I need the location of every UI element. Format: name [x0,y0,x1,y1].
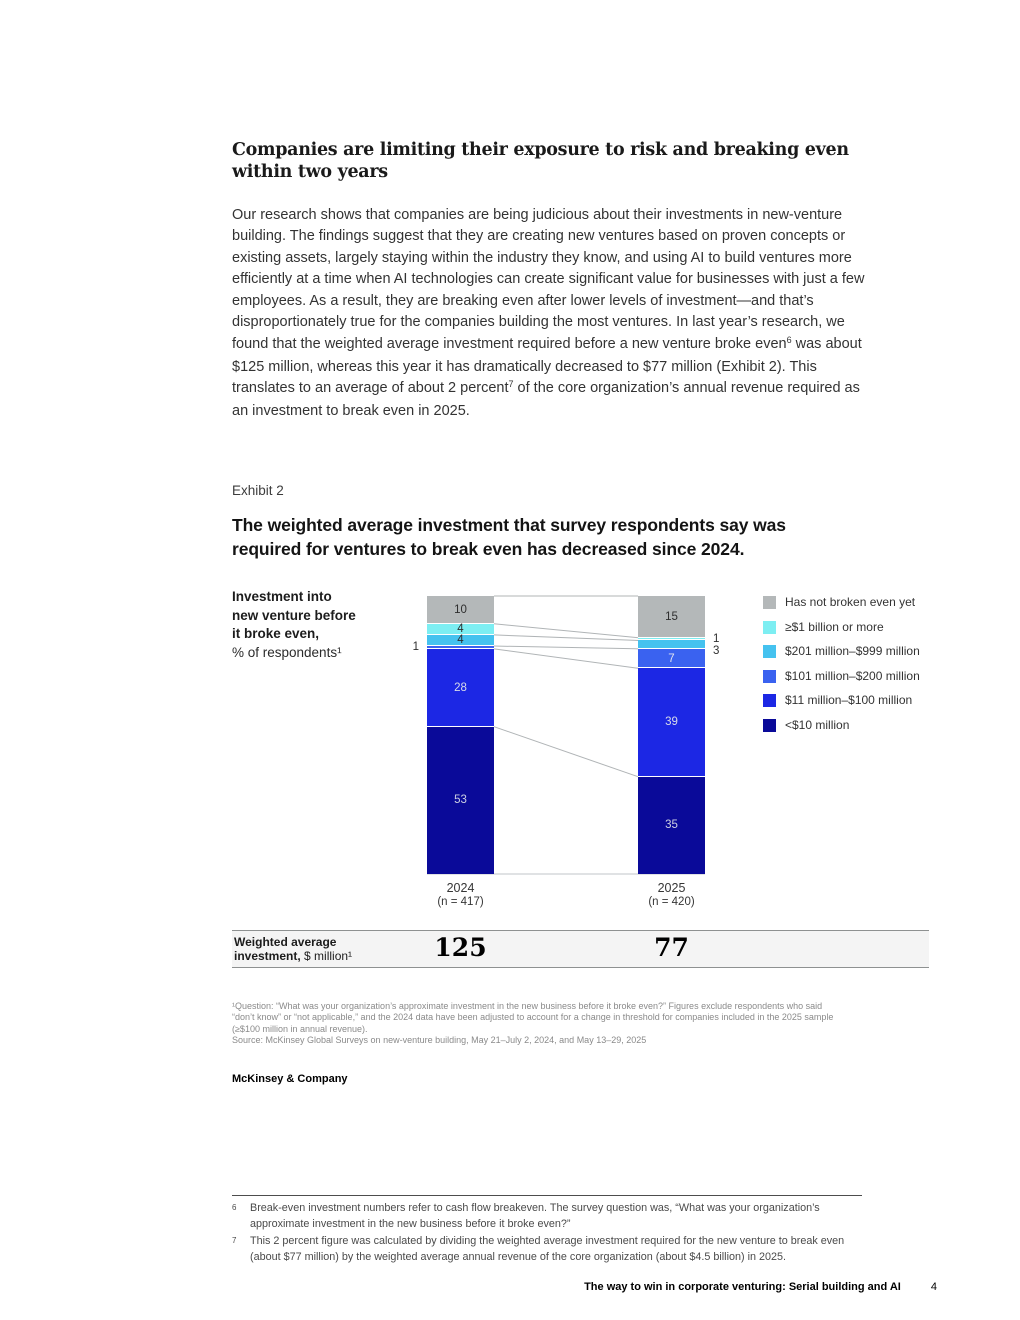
endnotes [232,1200,864,1266]
legend-item [763,645,943,658]
endnote-6-text: Break-even investment numbers refer to cash flow breakeven. The survey question was, “What was your organization’s approximate investment in the new business before it broke even?” [250,1202,820,1231]
section-title-line1: Companies are limiting their exposure to risk and breaking even [232,140,849,160]
endnote-7-number: 7 [232,1235,237,1245]
bar-segment-label: 15 [665,610,678,623]
exhibit-label: Exhibit 2 [232,483,284,498]
x-axis-sample-size: (n = 420) [648,896,695,908]
weighted-average-label-line2-regular: $ million¹ [300,949,353,963]
endnote-divider [232,1195,862,1196]
footnote-ref-7: 7 [508,379,514,390]
weighted-average-value: 77 [654,933,689,962]
bar-segment-label: 7 [668,652,675,665]
intro-paragraph [232,205,866,423]
y-label-line3: it broke even, [232,626,320,641]
page-footer [232,1281,937,1293]
weighted-average-value: 125 [434,933,487,962]
bar-segment-label: 53 [454,794,467,807]
intro-text-3: of the core organization’s annual revenue required as an investment to break even in 2025. [232,380,860,419]
legend-swatch [763,719,776,732]
weighted-average-label-line1: Weighted average [234,935,337,949]
endnote-7-text: This 2 percent figure was calculated by dividing the weighted average investment required for the new venture to break even (about $77 million) by the weighted average annual revenue of the core organization (about $4.5 billion) in 2025. [250,1234,845,1264]
x-axis-label: 2025 [657,881,686,895]
legend-label: $11 million–$100 million [785,693,913,707]
legend-swatch [763,596,776,609]
endnote-6 [232,1200,862,1233]
bar-segment-label: 1 [713,633,720,646]
weighted-average-band [232,930,929,968]
legend-item [763,596,943,609]
legend-label: $201 million–$999 million [785,644,920,658]
footer-page-number: 4 [930,1281,937,1293]
exhibit-title-line2: required for ventures to break even has decreased since 2024. [232,538,745,559]
legend-swatch [763,670,776,683]
bar-segment-label: 28 [454,681,467,694]
legend-label: ≥$1 billion or more [785,619,884,634]
bar-segment-label: 10 [454,603,467,616]
x-axis-label: 2024 [446,881,475,895]
endnote-7 [232,1233,862,1266]
legend-swatch [763,694,776,707]
intro-text-2: was about $125 million, whereas this year it has dramatically decreased to $77 million (Exhibit 2). This translates to an average of about 2 percent [232,336,862,397]
legend-swatch [763,645,776,658]
bar-segment-label: 39 [665,716,678,729]
chart-legend [763,596,943,743]
weighted-average-values [232,931,929,967]
chart-footnote-line1: ¹Question: “What was your organization’s approximate investment in the new business before it broke even?” Figures exclude respondents who said [232,1001,823,1011]
endnote-6-number: 6 [232,1203,237,1212]
y-label-line4: % of respondents¹ [232,644,342,660]
intro-text-1: Our research shows that companies are being judicious about their investments in new-venture building. The findings suggest that they are creating new ventures based on proven concepts or existing assets, largely staying within the industry they know, and using AI to build ventures more efficiently at a time when AI technologies can create significant value for businesses with just a few employees. As a result, they are breaking even after lower levels of investment—and that’s disproportionately true for the companies building the most ventures. In last year’s research, we found that the weighted average investment required before a new venture broke even [232,206,865,353]
bar-segment [638,640,705,648]
stacked-bar-chart [410,590,740,920]
section-title-line2: within two years [232,161,388,182]
legend-label: Has not broken even yet [785,595,916,609]
footnote-ref-6: 6 [786,335,792,346]
legend-item [763,694,943,707]
chart-footnote [232,1001,833,1046]
section-title [232,140,892,183]
chart-y-axis-label [232,588,402,662]
bar-segment-label: 4 [457,634,464,647]
brand-line: McKinsey & Company [232,1073,348,1085]
legend-item [763,719,943,732]
legend-item [763,621,943,634]
chart-footnote-line2: “don’t know” or “not applicable,” and the 2024 data have been adjusted to account for a change in threshold for companies included in the 2025 sample [232,1012,834,1023]
chart-footnote-line3: (≥$100 million in annual revenue). [232,1023,368,1034]
y-label-line2: new venture before [232,607,356,623]
footer-report-title: The way to win in corporate venturing: Serial building and AI [584,1281,901,1293]
legend-item [763,670,943,683]
bar-segment-label: 35 [665,819,678,832]
chart-source-line: Source: McKinsey Global Surveys on new-venture building, May 21–July 2, 2024, and May 13–29, 2025 [232,1034,647,1045]
legend-label: $101 million–$200 million [785,668,920,683]
bar-segment-label: 3 [713,645,720,658]
bar-segment-label: 1 [412,641,419,654]
x-axis-sample-size: (n = 417) [437,896,484,908]
legend-swatch [763,621,776,634]
exhibit-title-line1: The weighted average investment that survey respondents say was [232,515,786,535]
bar-segment-label: 4 [457,623,464,636]
legend-label: <$10 million [785,717,850,732]
exhibit-title [232,514,892,561]
weighted-average-label-line2-bold: investment, [234,949,301,963]
y-label-line1: Investment into [232,589,332,604]
